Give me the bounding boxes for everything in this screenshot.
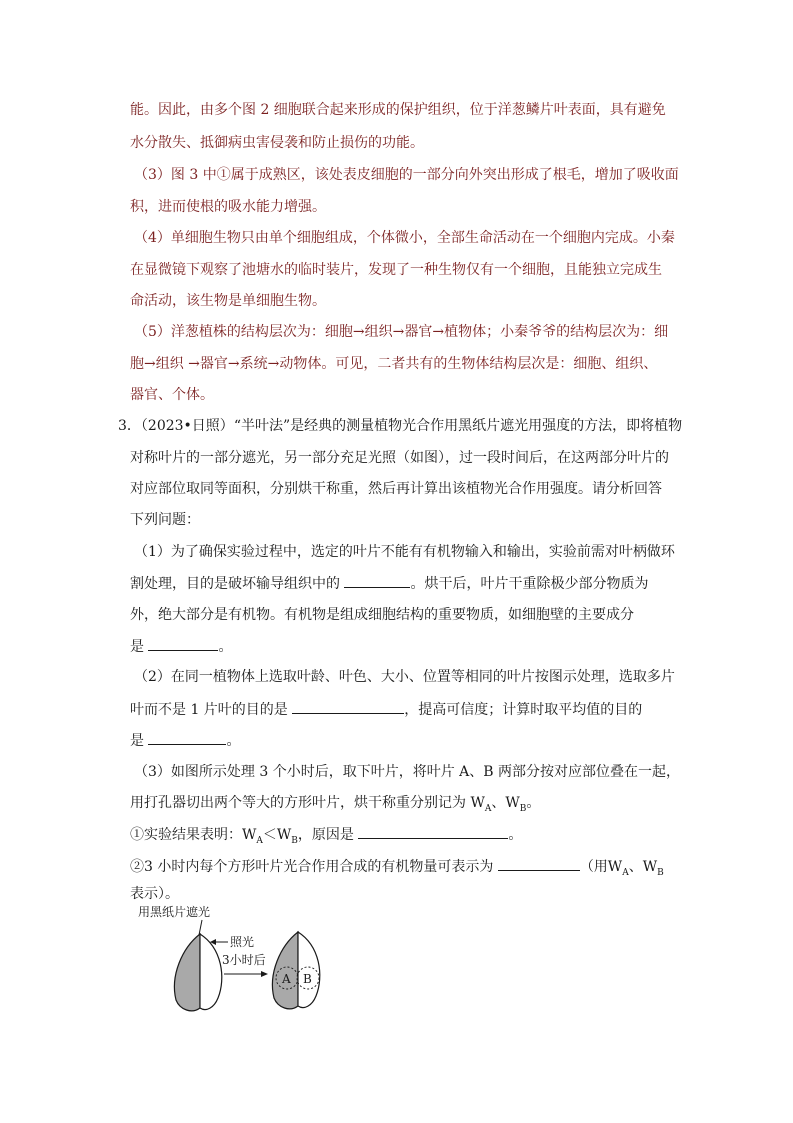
part1-text: 是 。 (130, 636, 232, 657)
answer-blank[interactable] (498, 856, 580, 871)
answer-blank[interactable] (344, 573, 410, 588)
answer-line: 命活动，该生物是单细胞生物。 (130, 293, 326, 309)
time-arrow-head (261, 971, 268, 977)
question-intro-text: 下列问题： (130, 512, 200, 528)
half-leaf-figure (130, 900, 360, 1020)
answer-blank[interactable] (148, 730, 226, 745)
question-intro-text: “半叶法”是经典的测量植物光合作用黑纸片遮光用强度的方法，即将植物 (233, 418, 683, 434)
leaf-after-shaded-half (272, 932, 298, 1009)
answer-line: （3）图 3 中①属于成熟区，该处表皮细胞的一部分向外突出形成了根毛，增加了吸收面 (134, 167, 679, 183)
leaf-after-lit-half (298, 932, 320, 1008)
answer-line: 在显微镜下观察了池塘水的临时装片，发现了一种生物仅有一个细胞，且能独立完成生 (130, 262, 662, 278)
label-time: 3小时后 (222, 953, 266, 967)
label-light: 照光 (230, 935, 255, 949)
answer-line: 器官、个体。 (130, 387, 214, 403)
part3-text: （3）如图所示处理 3 个小时后，取下叶片，将叶片 A、B 两部分按对应部位叠在一起， (134, 764, 681, 780)
label-black-paper: 用黑纸片遮光 (138, 905, 211, 919)
part1-text: （1）为了确保实验过程中，选定的叶片不能有有机物输入和输出，实验前需对叶柄做环 (134, 544, 675, 560)
part3-text: 用打孔器切出两个等大的方形叶片，烘干称重分别记为 $W_A$、$W_B$。 (130, 795, 541, 814)
answer-blank[interactable] (358, 824, 508, 839)
part1-text: 割处理，目的是破坏输导组织中的 。烘干后，叶片干重除极少部分物质为 (130, 573, 648, 594)
part1-text: 外，绝大部分是有机物。有机物是组成细胞结构的重要物质，如细胞壁的主要成分 (130, 607, 634, 623)
label-a: A (282, 972, 291, 986)
part3-question-1: ①实验结果表明：$W_A<W_B$，原因是 。 (130, 824, 522, 851)
leaf-lit-half (200, 934, 222, 1010)
question-heading (118, 416, 682, 436)
question-intro-text: 对称叶片的一部分遮光，另一部分充足光照（如图），过一段时间后，在这两部分叶片的 (130, 450, 669, 466)
part3-question-2: ②3 小时内每个方形叶片光合作用合成的有机物量可表示为 （用$W_A$、$W_B$ (130, 856, 664, 883)
part2-text: 叶而不是 1 片叶的目的是 ，提高可信度；计算时取平均值的目的 (130, 699, 642, 720)
part3-question-2-end: 表示）。 (130, 886, 179, 902)
answer-blank[interactable] (292, 699, 404, 714)
part2-text: （2）在同一植物体上选取叶龄、叶色、大小、位置等相同的叶片按图示处理，选取多片 (134, 669, 675, 685)
answer-line: （4）单细胞生物只由单个细胞组成，个体微小，全部生命活动在一个细胞内完成。小秦 (134, 230, 675, 246)
answer-line: 水分散失、抵御病虫害侵袭和防止损伤的功能。 (130, 135, 424, 151)
question-intro-text: 对应部位取同等面积，分别烘干称重，然后再计算出该植物光合作用强度。请分析回答 (130, 481, 662, 497)
answer-line: 能。因此，由多个图 2 细胞联合起来形成的保护组织，位于洋葱鳞片叶表面，具有避免 (130, 102, 666, 118)
question-source: （2023•日照） (140, 418, 234, 434)
question-number: 3． (118, 418, 141, 434)
answer-line: 胞→组织 →器官→系统→动物体。可见，二者共有的生物体结构层次是：细胞、组织、 (130, 356, 658, 372)
part2-text: 是 。 (130, 730, 240, 751)
answer-line: （5）洋葱植株的结构层次为：细胞→组织→器官→植物体；小秦爷爷的结构层次为：细 (134, 324, 669, 340)
answer-line: 积，进而使根的吸水能力增强。 (130, 199, 326, 215)
label-b: B (303, 972, 312, 986)
leaf-shaded-half (174, 934, 200, 1011)
answer-blank[interactable] (148, 636, 218, 651)
